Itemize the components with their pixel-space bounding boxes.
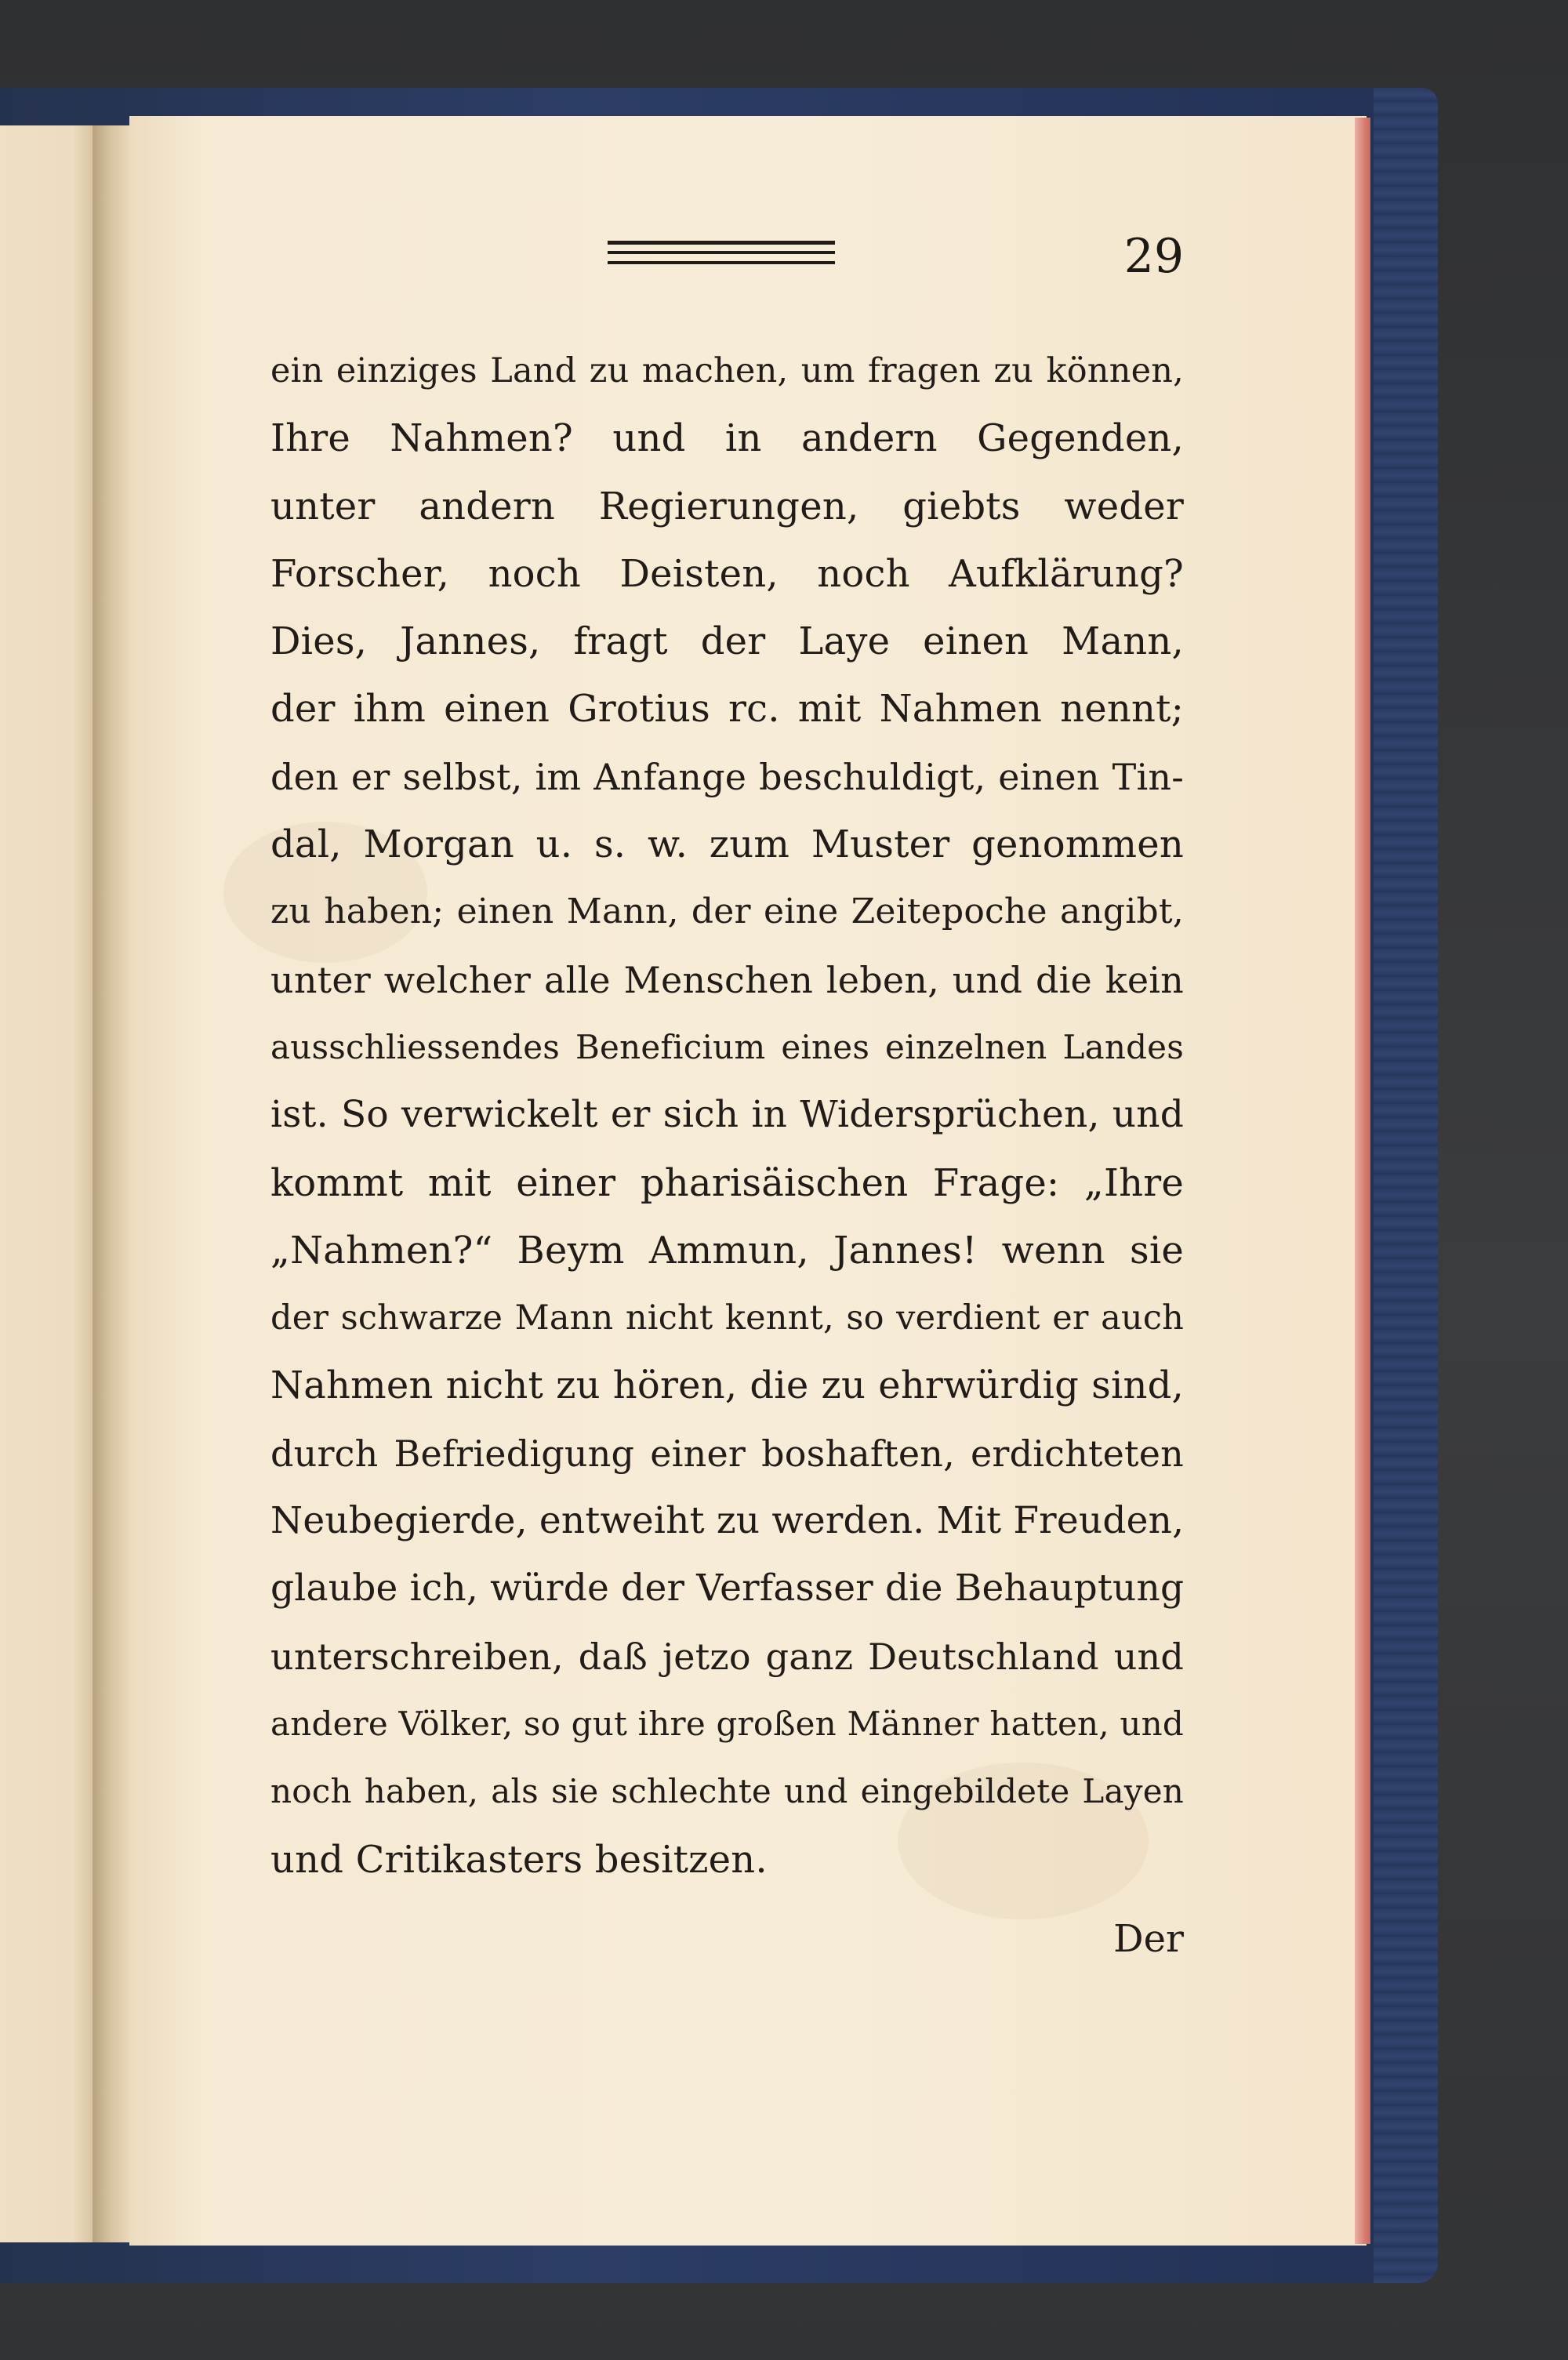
text-line: durch Befriedigung einer boshaften, erdichteten xyxy=(270,1432,1184,1475)
text-line: unter andern Regierungen, giebts weder xyxy=(270,484,1184,528)
text-line: unterschreiben, daß jetzo ganz Deutschland und xyxy=(270,1635,1184,1678)
text-line: Dies, Jannes, fragt der Laye einen Mann, xyxy=(270,619,1184,664)
text-line: dal, Morgan u. s. w. zum Muster genommen xyxy=(270,822,1184,867)
text-line: noch haben, als sie schlechte und eingebildete Layen xyxy=(270,1772,1184,1811)
text-line: den er selbst, im Anfange beschuldigt, einen Tin- xyxy=(270,755,1184,798)
text-line: unter welcher alle Menschen leben, und die kein xyxy=(270,958,1184,1001)
text-line: ein einziges Land zu machen, um fragen zu können, xyxy=(270,351,1184,390)
text-line: der ihm einen Grotius rc. mit Nahmen nennt; xyxy=(270,687,1184,732)
body-text xyxy=(270,337,1184,1893)
text-line: Neubegierde, entweiht zu werden. Mit Freuden, xyxy=(270,1499,1185,1543)
text-line: der schwarze Mann nicht kennt, so verdient er auch xyxy=(270,1298,1184,1338)
text-line: ausschliessendes Beneficium eines einzelnen Landes xyxy=(270,1027,1184,1066)
text-line: ist. So verwickelt er sich in Widersprüchen, und xyxy=(270,1093,1184,1137)
text-line: glaube ich, würde der Verfasser die Behauptung xyxy=(270,1567,1185,1610)
left-page xyxy=(0,125,103,2242)
text-line: und Critikasters besitzen. xyxy=(270,1837,768,1882)
page-number: 29 xyxy=(1123,229,1184,284)
text-line: andere Völker, so gut ihre großen Männer hatten, und xyxy=(270,1704,1184,1743)
header-rule xyxy=(608,251,835,254)
header-rule xyxy=(608,241,835,245)
catchword: Der xyxy=(1113,1917,1184,1961)
page-edge xyxy=(1355,118,1370,2244)
text-line: zu haben; einen Mann, der eine Zeitepoche angibt, xyxy=(270,891,1184,932)
book-gutter xyxy=(93,125,133,2242)
header-rule xyxy=(608,261,835,264)
text-line: Nahmen nicht zu hören, die zu ehrwürdig sind, xyxy=(270,1363,1184,1408)
text-line: kommt mit einer pharisäischen Frage: „Ihre xyxy=(270,1160,1184,1205)
text-line: „Nahmen?“ Beym Ammun, Jannes! wenn sie xyxy=(270,1228,1184,1273)
text-line: Forscher, noch Deisten, noch Aufklärung? xyxy=(270,551,1184,596)
text-line: Ihre Nahmen? und in andern Gegenden, xyxy=(270,416,1184,461)
book-cover-edge xyxy=(1374,88,1438,2283)
